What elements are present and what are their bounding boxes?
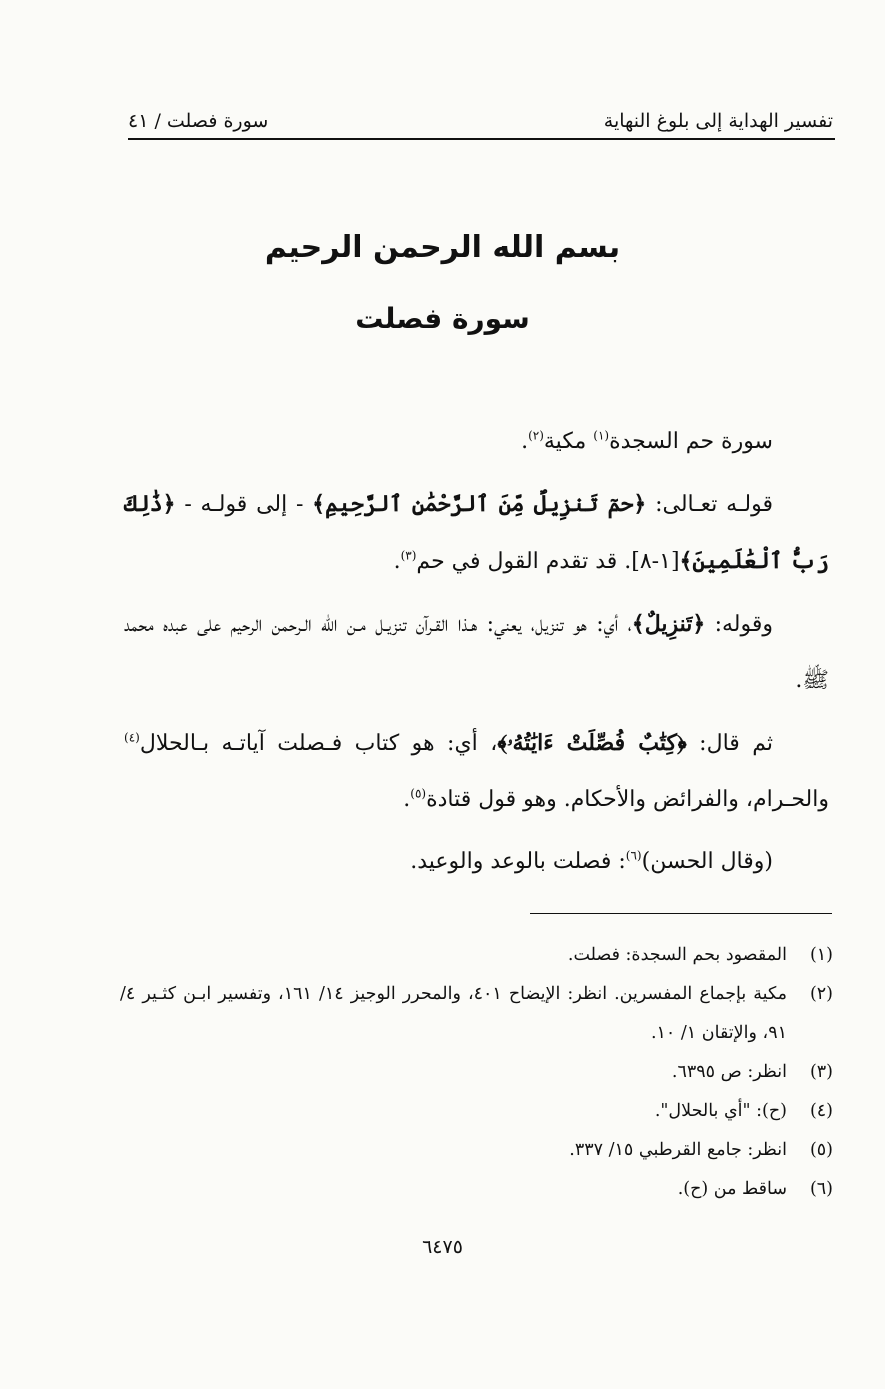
footnote-text: مكية بإجماع المفسرين. انظر: الإيضاح ٤٠١، والمحرر الوجيز ١٤/ ١٦١، وتفسير ابـن كثـير ٤/ ٩١، والإتقان ١/ ١٠. <box>120 984 787 1043</box>
quran-verse: ﴿كِتَٰبٌ فُصِّلَتْ ءَايَٰتُهُۥ﴾ <box>497 730 687 756</box>
footnote-number: (٣) <box>809 1062 833 1082</box>
text-run: . <box>393 549 401 574</box>
quran-verse: ﴿ذَٰلِكَ رَبُّ ٱلْعَٰلَمِينَ﴾ <box>124 491 829 574</box>
text-run: - إلى قولـه - <box>175 492 313 517</box>
footnote-text: انظر: جامع القرطبي ١٥/ ٣٣٧. <box>569 1140 787 1160</box>
footnote-text: (ح): "أي بالحلال". <box>654 1101 787 1121</box>
footnote-number: (٤) <box>809 1101 833 1121</box>
footnote-item <box>120 936 833 975</box>
footnote-ref[interactable]: (٢) <box>528 428 544 443</box>
text-run: ، أي: هو كتاب فـصلت آياتـه بـالحلال <box>139 731 498 756</box>
header-rule <box>128 138 835 140</box>
footnote-ref[interactable]: (١) <box>593 428 610 443</box>
footnote-text: ساقط من (ح). <box>677 1179 787 1199</box>
footnote-ref[interactable]: (٣) <box>400 548 417 563</box>
text-run: : فصلت بالوعد والوعيد. <box>410 849 626 874</box>
paragraph-2 <box>124 476 829 590</box>
text-run: ثم قال: <box>686 731 773 756</box>
paragraph-4 <box>124 715 829 828</box>
text-run: قولـه تعـالى: <box>646 492 773 517</box>
running-head <box>128 98 833 132</box>
text-run: [١-٨]. قد تقدم القول في حم <box>416 549 680 574</box>
text-run: . <box>521 429 529 454</box>
quran-verse: ﴿تَنزِيلٌ﴾ <box>631 611 706 637</box>
footnote-item <box>120 975 833 1053</box>
page-number: ٦٤٧٥ <box>422 1236 463 1258</box>
paragraph-5 <box>124 834 829 890</box>
paragraph-1 <box>124 414 829 470</box>
footnote-item <box>120 1170 833 1209</box>
footnote-item <box>120 1092 833 1131</box>
footnote-ref[interactable]: (٦) <box>625 848 642 863</box>
text-run: والحـرام، والفرائض والأحكام. وهو قول قتادة <box>426 787 829 812</box>
running-head-book-title: تفسير الهداية إلى بلوغ النهاية <box>603 110 833 132</box>
text-run: سورة حم السجدة <box>609 429 773 454</box>
quran-verse: ﴿حمٓ تَنزِيلٌ مِّنَ ٱلرَّحْمَٰنِ ٱلرَّحِيمِ﴾ <box>312 491 647 517</box>
text-run: وقوله: <box>705 612 773 637</box>
footnote-item <box>120 1053 833 1092</box>
footnote-number: (٢) <box>809 984 833 1004</box>
basmala-heading: بسم الله الرحمن الرحيم <box>264 230 621 265</box>
footnote-number: (٦) <box>809 1179 833 1199</box>
text-run: (وقال الحسن) <box>641 849 773 874</box>
text-run: ، أي: هو تنزيل، يعني: هـذا القـرآن تنزيـل مـن الله الـرحمن الرحيم على عبده محمد ﷺ. <box>124 612 829 693</box>
footnotes <box>120 936 833 1209</box>
surah-title: سورة فصلت <box>355 302 530 335</box>
footnote-text: انظر: ص ٦٣٩٥. <box>671 1062 787 1082</box>
footnote-item <box>120 1131 833 1170</box>
footnote-ref[interactable]: (٤) <box>124 730 140 745</box>
commentary-text <box>124 414 829 896</box>
footnote-number: (١) <box>809 945 833 965</box>
text-run: . <box>403 787 411 812</box>
text-run: مكية <box>543 429 594 454</box>
footnote-ref[interactable]: (٥) <box>410 786 427 801</box>
footnote-text: المقصود بحم السجدة: فصلت. <box>567 945 787 965</box>
paragraph-3 <box>124 596 829 709</box>
footnote-number: (٥) <box>809 1140 833 1160</box>
footnote-separator <box>530 913 832 914</box>
running-head-surah: سورة فصلت / ٤١ <box>128 110 269 132</box>
